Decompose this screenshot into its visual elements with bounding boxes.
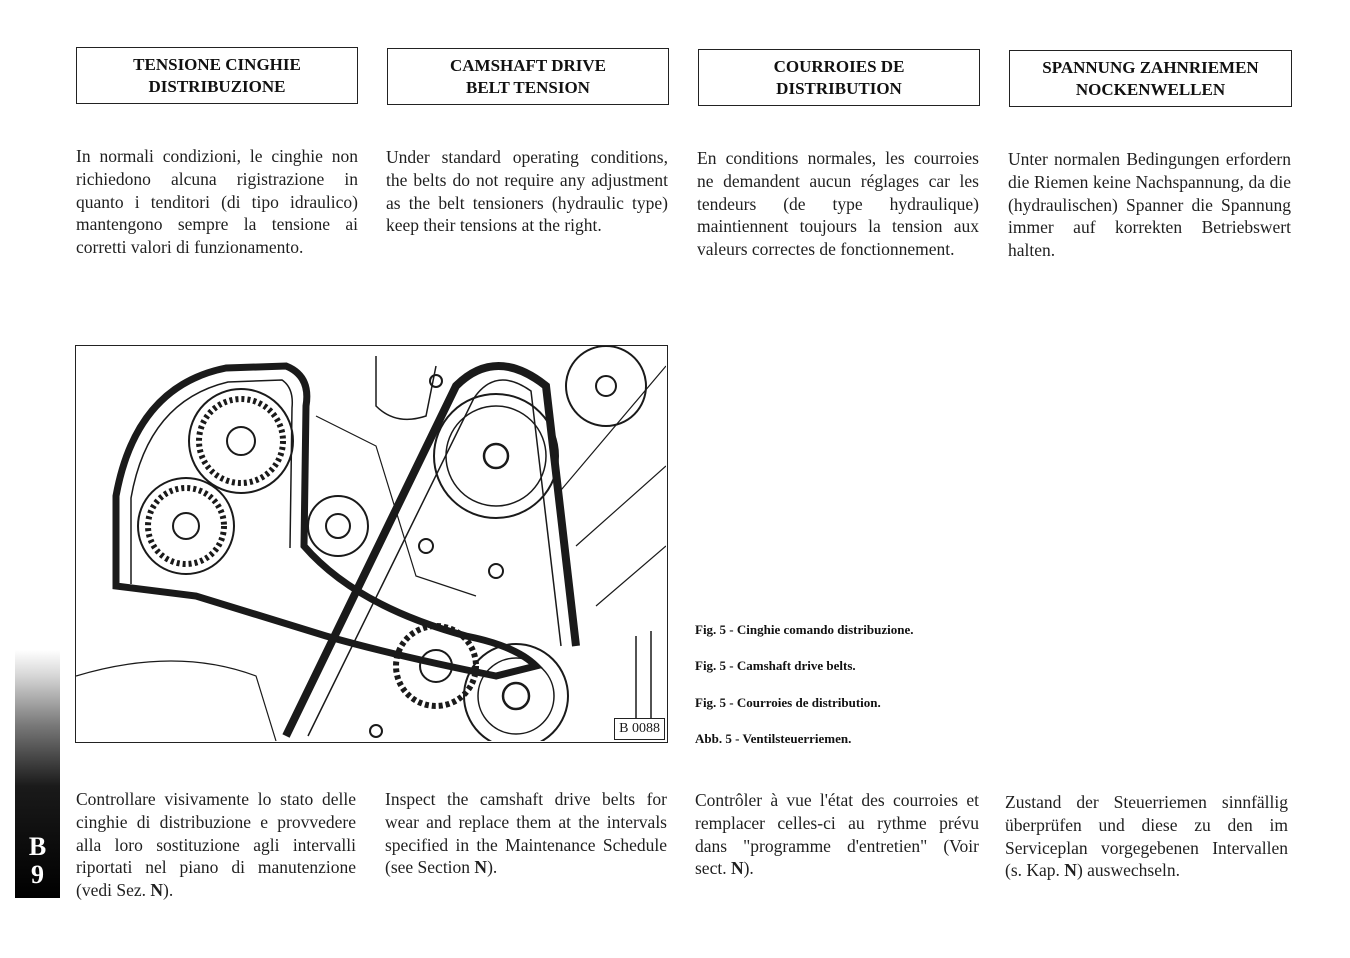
- header-english: CAMSHAFT DRIVE BELT TENSION: [387, 48, 669, 105]
- check-italian-end: ).: [163, 880, 174, 901]
- water-pump-pulley: [566, 346, 646, 426]
- figure-code: B 0088: [614, 718, 665, 740]
- camshaft-pulley-upper: [189, 389, 293, 493]
- section-ref-english: N: [474, 857, 488, 878]
- camshaft-pulley-lower: [138, 478, 234, 574]
- check-french-text: Contrôler à vue l'état des courroies et remplacer celles-ci au rythme prévu dans "programme d'entretien" (Voir sect.: [695, 790, 979, 879]
- caption-italian: Fig. 5 - Cinghie comando distribuzione.: [695, 622, 914, 637]
- belt-drive-figure: [75, 345, 668, 743]
- intro-french: En conditions normales, les courroies ne demandent aucun réglages car les tendeurs (de type hydraulique) maintiennent toujours la tension aux valeurs correctes de fonctionnement.: [697, 148, 979, 260]
- section-ref-french: N: [730, 858, 744, 879]
- intro-italian: In normali condizioni, le cinghie non richiedono alcuna rigistrazione in quanto i tenditori (di tipo idraulico) mantengono sempre la tensione ai corretti valori di funzionamento.: [76, 146, 358, 258]
- check-english: [385, 788, 667, 879]
- check-italian: [76, 788, 356, 902]
- section-ref-italian: N: [150, 880, 163, 901]
- check-english-text: Inspect the camshaft drive belts for wear and replace them at the intervals specified in the Maintenance Schedule (see Section: [385, 789, 667, 878]
- section-ref-german: N: [1064, 860, 1077, 881]
- check-french-end: ).: [743, 858, 754, 879]
- header-italian: TENSIONE CINGHIE DISTRIBUZIONE: [76, 47, 358, 104]
- side-tab-letter: B: [28, 832, 47, 861]
- check-german-end: ) auswechseln.: [1076, 860, 1180, 881]
- check-italian-text: Controllare visivamente lo stato delle cinghie di distribuzione e provvedere alla loro sostituzione agli intervalli riportati nel piano di manutenzione (vedi Sez.: [76, 789, 356, 901]
- check-german-text: Zustand der Steuerriemen sinnfällig überprüfen und diese zu den im Serviceplan vorgegebenen Intervallen (s. Kap.: [1005, 792, 1288, 881]
- header-french: COURROIES DE DISTRIBUTION: [698, 49, 980, 106]
- caption-english: Fig. 5 - Camshaft drive belts.: [695, 658, 856, 673]
- check-french: [695, 789, 979, 880]
- check-german: [1005, 791, 1288, 882]
- check-english-end: ).: [487, 857, 498, 878]
- intro-english: Under standard operating conditions, the belts do not require any adjustment as the belt tensioners (hydraulic type) keep their tensions at the right.: [386, 147, 668, 236]
- engine-belt-drawing: [76, 346, 666, 741]
- caption-french: Fig. 5 - Courroies de distribution.: [695, 695, 881, 710]
- caption-german: Abb. 5 - Ventilsteuerriemen.: [695, 731, 852, 746]
- header-german: SPANNUNG ZAHNRIEMEN NOCKENWELLEN: [1009, 50, 1292, 107]
- intro-german: Unter normalen Bedingungen erfordern die Riemen keine Nachspannung, da die (hydraulischen) Spanner die Spannung immer auf korrekten Betriebswert halten.: [1008, 149, 1291, 261]
- side-tab-page: 9: [31, 860, 44, 889]
- tensioner-pulley: [308, 496, 368, 556]
